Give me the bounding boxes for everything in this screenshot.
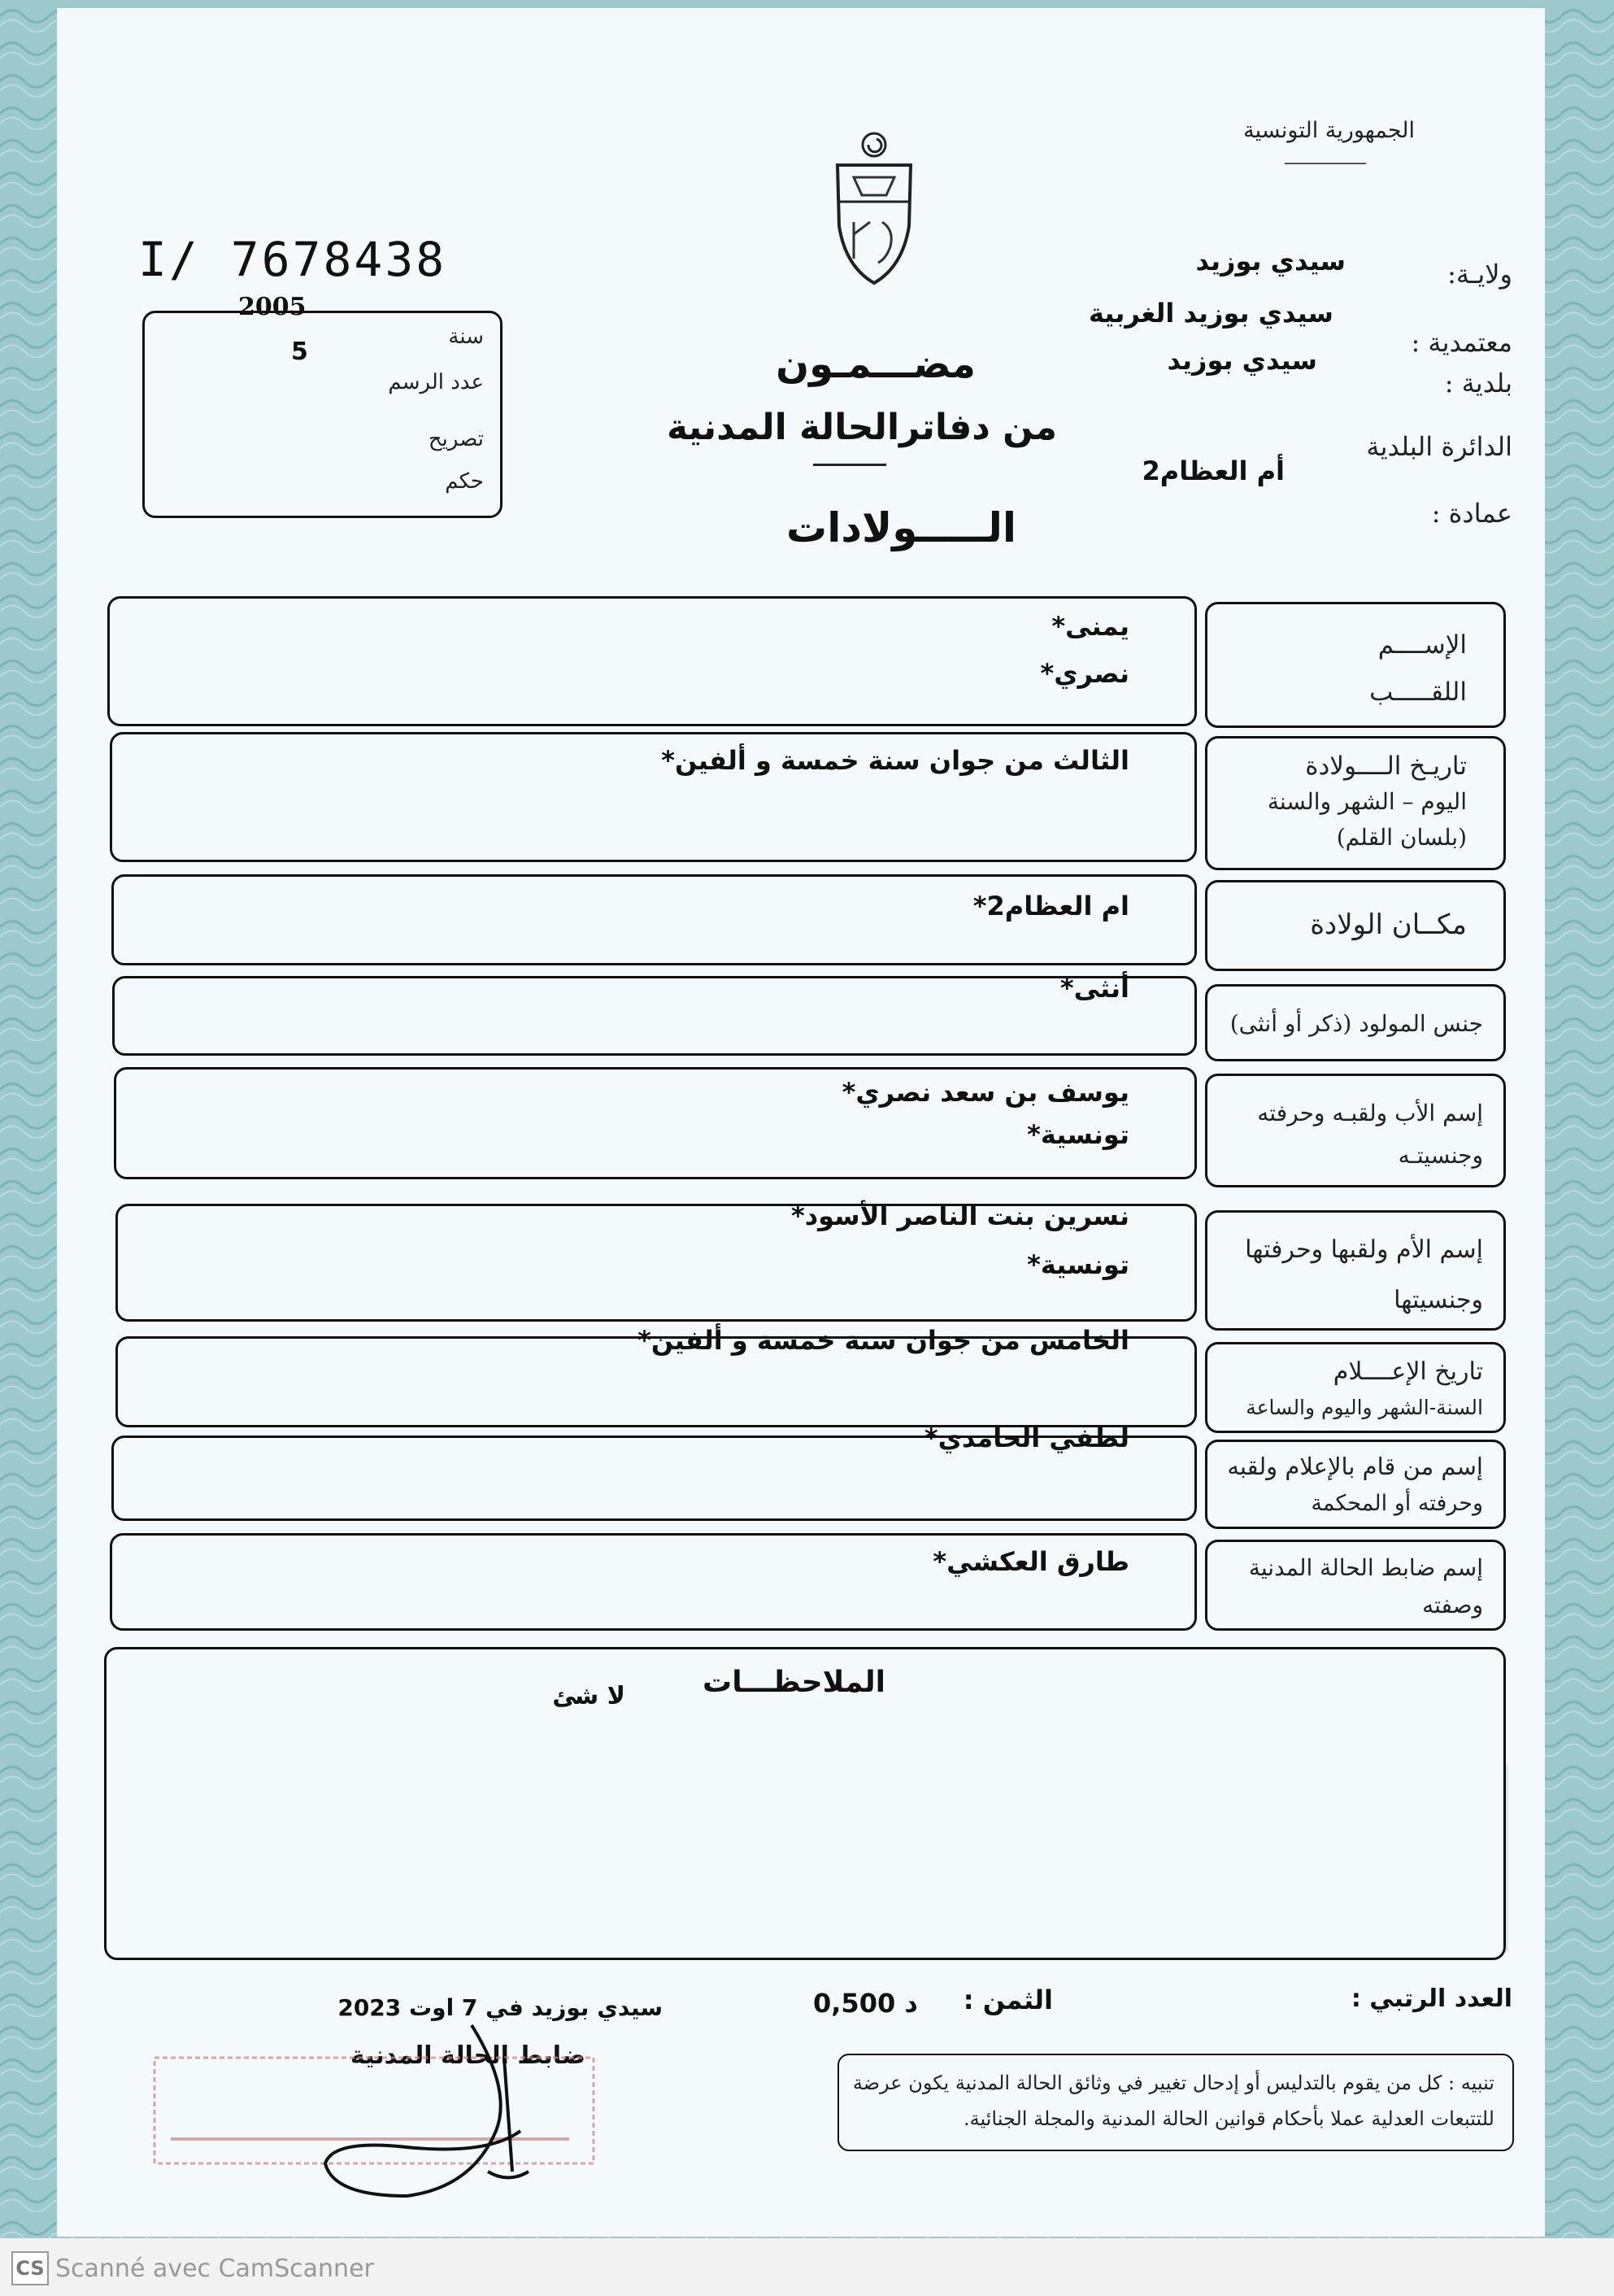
wilaya-value: سيدي بوزيد [1195,246,1346,277]
number-value: 5 [291,338,308,366]
delegation-label: معتمدية : [1411,327,1512,358]
name-label: الإســــم [1377,630,1467,660]
officer-sublabel: وصفته [1422,1592,1483,1619]
birth-date-value: الثالث من جوان سنة خمسة و ألفين* [661,745,1129,776]
municipality-label: بلدية : [1444,368,1512,399]
doc-title-1: مضـــمـون [776,342,976,387]
imada-label: عمادة : [1431,498,1512,529]
mother-nationality-label: وجنسيتها [1394,1286,1483,1314]
remarks-value: لا شئ [552,1682,625,1710]
value-box-father [114,1067,1197,1179]
mother-name-value: نسرين بنت الناصر الأسود* [790,1200,1129,1231]
serial-count-label: العدد الرتبي : [1351,1984,1512,2013]
signature-icon [309,2009,618,2212]
officer-value: طارق العكشي* [933,1546,1129,1577]
header-underline [1285,163,1366,164]
value-box-sex [112,973,1197,1056]
camscanner-text: Scanné avec CamScanner [55,2255,374,2283]
camscanner-badge-icon: CS [11,2251,49,2285]
declarant-label: إسم من قام بالإعلام ولقبه [1227,1453,1483,1480]
father-nationality-value: تونسية* [1027,1119,1129,1150]
district-value: أم العظام2 [1142,455,1285,486]
father-name-value: يوسف بن سعد نصري* [842,1077,1129,1108]
value-box-birth-place [111,874,1197,965]
father-nationality-label: وجنسيتـه [1398,1142,1483,1169]
value-box-officer [110,1533,1197,1631]
birth-place-label: مكــان الولادة [1310,908,1467,941]
label-box-father [1205,1074,1506,1187]
surname-label: اللقـــــب [1369,677,1467,707]
value-box-declarant [111,1422,1197,1521]
declaration-date-label: تاريخ الإعــــلام [1333,1357,1483,1386]
birth-place-value: ام العظام2* [972,891,1129,921]
first-name-value: يمنى* [1051,611,1129,642]
price-label: الثمن : [963,1984,1053,2015]
birth-date-sublabel: اليوم – الشهر والسنة [1267,788,1467,815]
municipality-value: سيدي بوزيد [1167,345,1317,376]
label-box-birth-place [1205,880,1506,971]
remarks-box [104,1647,1506,1960]
value-box-birth-date [110,732,1197,862]
mother-nationality-value: تونسية* [1027,1249,1129,1280]
warning-box [837,2054,1514,2151]
year-label: سنة [448,325,484,349]
officer-label: إسم ضابط الحالة المدنية [1248,1554,1483,1581]
sex-label: جنس المولود (ذكر أو أنثى) [1229,1010,1483,1037]
declaration-label: تصريح [428,427,484,451]
judgment-label: حكم [445,469,484,494]
label-box-sex [1205,984,1506,1061]
father-label: إسم الأب ولقبـه وحرفته [1257,1100,1483,1126]
year-value: 2005 [238,293,307,321]
title-underline [813,464,886,466]
price-value: 0,500 د [813,1988,918,2019]
value-box-declaration-date [115,1325,1197,1427]
coat-of-arms-icon [821,129,927,291]
place-date: سيدي بوزيد في 7 اوت 2023 [337,1994,663,2021]
last-name-value: نصري* [1040,658,1129,689]
label-box-birth-date [1205,736,1506,870]
officer-title: ضابط الحالة المدنية [350,2041,585,2070]
declarant-value: لطفي الحامدي* [924,1422,1129,1453]
margin-strip [1506,1765,1508,1952]
value-box-mother [115,1200,1197,1322]
label-box-mother [1205,1210,1506,1331]
district-label: الدائرة البلدية [1366,431,1512,462]
section-title: الـــــولادات [786,504,1016,551]
number-label: عدد الرسم [388,370,484,394]
value-box-name [107,596,1197,726]
label-box-declaration-date [1205,1342,1506,1433]
remarks-label: الملاحظـــات [703,1666,885,1699]
warning-text: تنبيه : كل من يقوم بالتدليس أو إدحال تغيير في وثائق الحالة المدنية يكون عرضة للتتبعات العدلية عملا بأحكام قوانين الحالة المدنية والمجلة الجنائية. [852,2072,1494,2130]
declaration-date-sublabel: السنة-الشهر واليوم والساعة [1246,1396,1483,1419]
birth-date-label: تاريـخ الــــولادة [1305,752,1467,781]
delegation-value: سيدي بوزيد الغربية [1088,298,1333,329]
doc-title-2: من دفاترالحالة المدنية [666,407,1057,448]
label-box-name [1205,602,1506,728]
serial-number: I/ 7678438 [138,232,447,287]
sex-value: أنثى* [1059,973,1129,1004]
republic-label: الجمهورية التونسية [1243,118,1415,143]
label-box-declarant [1205,1440,1506,1529]
label-box-officer [1205,1540,1506,1631]
scanner-footer [0,2238,1614,2296]
declarant-sublabel: وحرفته أو المحكمة [1311,1491,1483,1516]
mother-label: إسم الأم ولقبها وحرفتها [1245,1235,1483,1264]
registry-box [142,311,502,518]
birth-date-note: (بلسان القلم) [1336,824,1467,851]
wilaya-label: ولايـة: [1447,259,1512,290]
declaration-date-value: الخامس من جوان سنة خمسة و ألفين* [637,1325,1129,1356]
